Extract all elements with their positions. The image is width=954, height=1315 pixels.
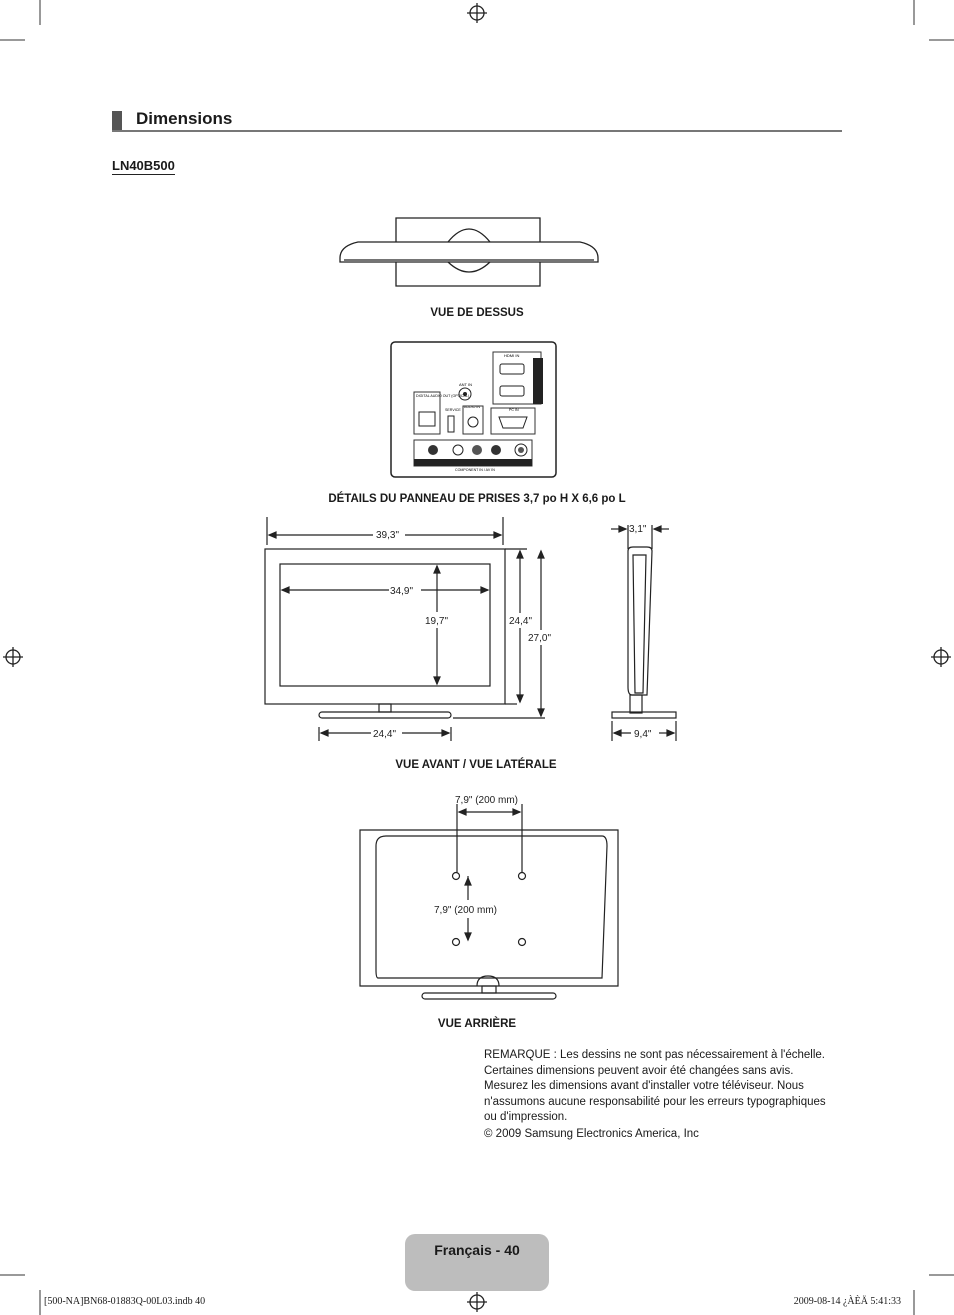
vesa-vertical-label: 7,9" (200 mm) <box>434 905 498 916</box>
audio-in-label: AUDIO IN <box>464 405 480 409</box>
front-side-caption: VUE AVANT / VUE LATÉRALE <box>395 759 557 771</box>
hdmi-in-label: HDMI IN <box>504 353 520 358</box>
depth-top-label: 3,1" <box>629 524 647 535</box>
overall-width-label: 39,3" <box>376 530 400 541</box>
rear-view-caption: VUE ARRIÈRE <box>437 1018 517 1030</box>
section-title: Dimensions <box>136 109 233 128</box>
total-height-label: 27,0" <box>528 633 552 644</box>
ant-in-label: ANT IN <box>459 382 473 387</box>
panel-caption: DÉTAILS DU PANNEAU DE PRISES 3,7 po H X 6,6 po L <box>328 493 626 505</box>
screen-height-label: 19,7" <box>425 616 449 627</box>
page-number-tab <box>405 1234 549 1291</box>
remark-text: REMARQUE : Les dessins ne sont pas nécessairement à l'échelle. Certaines dimensions peuvent avoir été changées sans avis. Mesurez les dimensions avant d'installer votre téléviseur. Nous n'assumons aucune responsabilité pour les erreurs typographiques ou d'impression. <box>484 1049 826 1123</box>
digital-audio-label: DIGITAL AUDIO OUT (OPTICAL) <box>416 394 470 398</box>
service-label: SERVICE <box>445 408 461 412</box>
copyright-text: © 2009 Samsung Electronics America, Inc <box>484 1128 699 1140</box>
vesa-horizontal-label: 7,9" (200 mm) <box>455 795 519 806</box>
top-view-drawing <box>330 210 610 295</box>
connector-panel-drawing <box>389 340 559 480</box>
pc-in-label: PC IN <box>509 408 519 412</box>
front-side-view-drawing <box>255 515 695 755</box>
stand-width-label: 24,4" <box>373 729 397 740</box>
section-title-marker <box>112 111 122 130</box>
body-height-label: 24,4" <box>509 616 533 627</box>
model-name: LN40B500 <box>112 158 175 173</box>
page-number-label: Français - 40 <box>434 1242 520 1258</box>
footer-file-info: [500-NA]BN68-01883Q-00L03.indb 40 <box>44 1296 206 1307</box>
screen-width-label: 34,9" <box>390 586 414 597</box>
component-av-label: COMPONENT IN / AV IN <box>455 468 495 472</box>
rear-view-drawing <box>355 790 625 1005</box>
stand-depth-label: 9,4" <box>634 729 652 740</box>
footer-timestamp: 2009-08-14 ¿ÀÈÄ 5:41:33 <box>793 1296 901 1307</box>
section-divider <box>112 130 842 132</box>
top-view-caption: VUE DE DESSUS <box>430 307 524 319</box>
